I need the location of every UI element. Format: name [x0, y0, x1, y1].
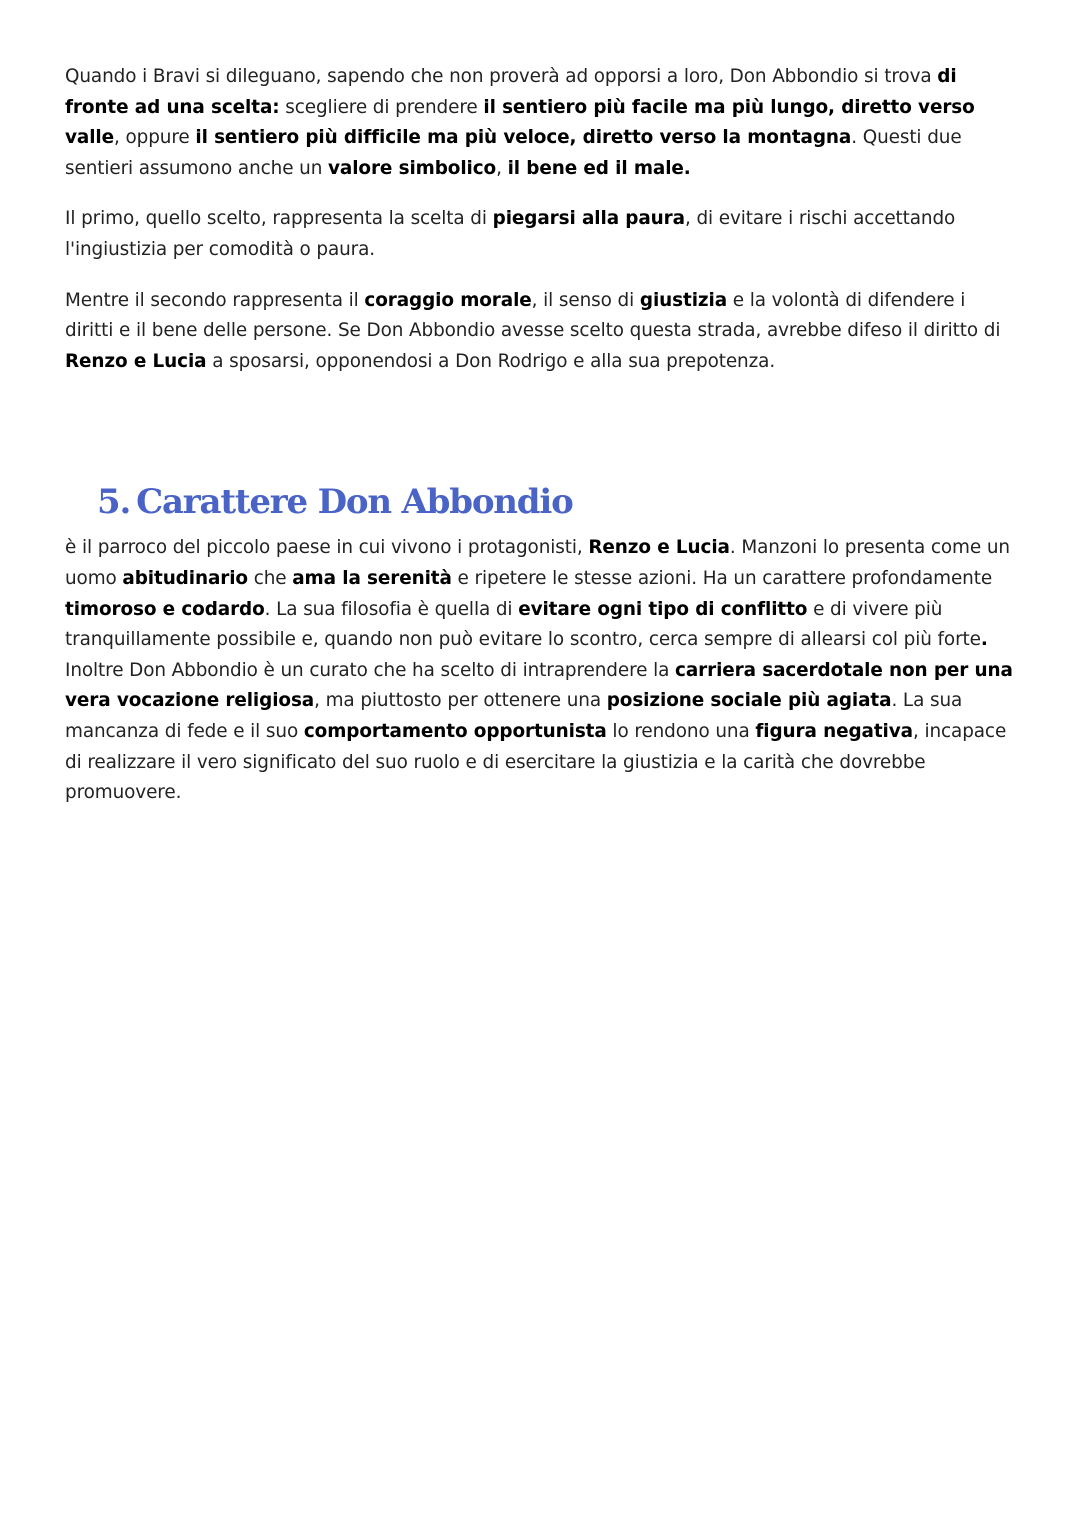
- bold-run: piegarsi alla paura: [492, 208, 685, 230]
- paragraph-choice: [65, 62, 1016, 184]
- text-run: . La sua mancanza di fede e il suo: [65, 690, 963, 742]
- text-run: , il senso di: [531, 289, 640, 311]
- text-run: , di evitare i rischi accettando l'ingiustizia per comodità o paura.: [65, 208, 956, 260]
- bold-run: ama la serenità: [292, 567, 452, 589]
- bold-run: comportamento opportunista: [303, 720, 607, 742]
- text-run: Quando i Bravi si dileguano, sapendo che non proverà ad opporsi a loro, Don Abbondio si trova: [65, 66, 938, 87]
- bold-run: evitare ogni tipo di conflitto: [518, 598, 808, 620]
- text-run: Mentre il secondo rappresenta il: [65, 289, 365, 311]
- text-run: è il parroco del piccolo paese in cui vivono i protagonisti,: [65, 537, 589, 559]
- bold-run: Renzo e Lucia: [65, 350, 207, 372]
- section-heading: [97, 477, 1016, 527]
- text-run: che: [247, 567, 293, 589]
- bold-run: il bene ed il male.: [507, 157, 691, 179]
- text-run: scegliere di prendere: [279, 96, 484, 118]
- text-run: , ma piuttosto per ottenere una: [314, 690, 607, 712]
- text-run: Il primo, quello scelto, rappresenta la scelta di: [65, 208, 493, 230]
- text-run: . La sua filosofia è quella di: [264, 598, 519, 620]
- paragraph-character: [65, 533, 1016, 808]
- text-run: lo rendono una: [606, 720, 756, 742]
- text-run: ,: [496, 157, 508, 179]
- text-run: Inoltre Don Abbondio è un curato che ha scelto di intraprendere la: [65, 659, 676, 681]
- bold-run: di fronte ad una scelta:: [65, 66, 957, 118]
- bold-run: figura negativa: [755, 720, 913, 742]
- bold-run: coraggio morale: [364, 289, 532, 311]
- text-run: , oppure: [113, 127, 196, 149]
- bold-run: abitudinario: [122, 567, 248, 589]
- text-run: a sposarsi, opponendosi a Don Rodrigo e alla sua prepotenza.: [206, 350, 776, 372]
- paragraph-first-path: [65, 204, 1016, 265]
- text-run: , incapace di realizzare il vero significato del suo ruolo e di esercitare la giustizia e la carità che dovrebbe promuovere.: [65, 720, 1007, 804]
- text-run: . Questi due sentieri assumono anche un: [65, 127, 962, 179]
- bold-run: timoroso e codardo: [65, 598, 265, 620]
- bold-run: .: [980, 629, 988, 651]
- text-run: e la volontà di difendere i diritti e il bene delle persone. Se Don Abbondio avesse scelto questa strada, avrebbe difeso il diritto di: [65, 289, 1001, 342]
- bold-run: giustizia: [639, 289, 728, 311]
- text-run: e di vivere più tranquillamente possibile e, quando non può evitare lo scontro, cerca sempre di allearsi col più forte: [65, 598, 981, 651]
- bold-run: posizione sociale più agiata: [606, 690, 892, 712]
- section-number: 5.: [97, 482, 131, 523]
- bold-run: valore simbolico: [328, 157, 497, 179]
- text-run: . Manzoni lo presenta come un uomo: [65, 537, 1010, 589]
- text-run: e ripetere le stesse azioni. Ha un carattere profondamente: [451, 567, 993, 589]
- section-title: Carattere Don Abbondio: [136, 482, 573, 523]
- bold-run: il sentiero più difficile ma più veloce, diretto verso la montagna: [195, 127, 852, 149]
- bold-run: carriera sacerdotale non per una vera vocazione religiosa: [65, 659, 1013, 712]
- paragraph-second-path: [65, 286, 1016, 378]
- bold-run: il sentiero più facile ma più lungo, diretto verso valle: [65, 96, 975, 149]
- bold-run: Renzo e Lucia: [588, 537, 730, 559]
